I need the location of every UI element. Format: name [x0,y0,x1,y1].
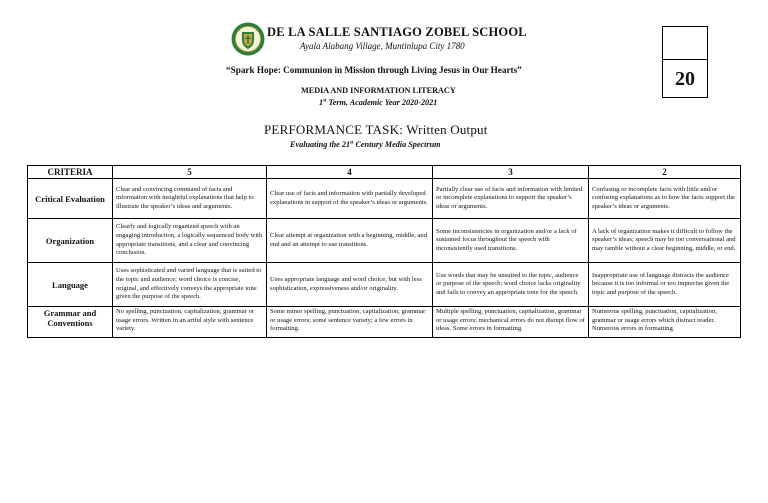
course-title: MEDIA AND INFORMATION LITERACY [301,86,456,95]
descriptor-cell: Numerous spelling, punctuation, capitalization, grammar or usage errors which distract reader. Numerous errors in formatting. [589,307,741,338]
school-name: DE LA SALLE SANTIAGO ZOBEL SCHOOL [267,25,527,39]
total-score: 20 [675,68,695,90]
descriptor-cell: Clear attempt at organization with a beginning, middle, and end and an attempt to use transitions. [267,219,433,263]
descriptor-cell: Some minor spelling, punctuation, capitalization, grammar or usage errors; some sentence variety; a few errors in formatting. [267,307,433,338]
criterion-grammar-conventions: Grammar and Conventions [28,307,113,338]
table-row [28,219,741,263]
header-criteria: CRITERIA [28,166,113,179]
descriptor-cell: Some inconsistencies in organization and/or a lack of sustained focus throughout the speech with inconsistently used transitions. [433,219,589,263]
descriptor-cell: No spelling, punctuation, capitalization, grammar or usage errors. Written in an artful style with sentence variety. [113,307,267,338]
school-motto: “Spark Hope: Communion in Mission through Living Jesus in Our Hearts” [226,65,522,75]
descriptor-cell: Uses appropriate language and word choice, but with less sophistication, expressiveness and/or originality. [267,263,433,307]
header-score-5: 5 [113,166,267,179]
subtitle-start: Evaluating the 21 [290,140,351,149]
rubric-table [27,165,741,338]
descriptor-cell: Clearly and logically organized speech with an engaging introduction, a logically sequenced body with appropriate transitions, and a clear and convincing conclusion. [113,219,267,263]
score-box [662,26,708,98]
school-address: Ayala Alabang Village, Muntinlupa City 1780 [300,41,465,51]
table-row [28,263,741,307]
header-score-2: 2 [589,166,741,179]
term-ordinal: st [323,98,327,104]
descriptor-cell: Inappropriate use of language distracts the audience because it is too informal or too imprecise given the topic and purpose of the speech. [589,263,741,307]
descriptor-cell: Multiple spelling, punctuation, capitalization, grammar or usage errors; mechanical errors do not disrupt flow of ideas. Some errors in formatting. [433,307,589,338]
criterion-language: Language [28,263,113,307]
table-row [28,307,741,338]
task-title: PERFORMANCE TASK: Written Output [264,122,488,137]
task-subtitle [290,140,441,149]
descriptor-cell: Use words that may be unsuited to the topic, audience or purpose of the speech; word choice lacks originality and fails to convey an appropriate tone for the speech. [433,263,589,307]
rubric-header-row [28,166,741,179]
descriptor-cell: Clear use of facts and information with partially developed explanations in support of the speaker’s ideas or arguments. [267,179,433,219]
header-score-4: 4 [267,166,433,179]
descriptor-cell: Partially clear use of facts and information with limited or incomplete explanations to support the speaker’s ideas or arguments. [433,179,589,219]
descriptor-cell: A lack of organization makes it difficult to follow the speaker’s ideas; speech may be too conversational and may ramble without a clear beginning, middle, or end. [589,219,741,263]
term-number: 1 [319,98,324,107]
school-seal-icon [231,22,265,56]
subtitle-ordinal: st [350,140,354,146]
table-row [28,179,741,219]
descriptor-cell: Clear and convincing command of facts and information with insightful explanations that help to illustrate the speaker’s ideas and arguments. [113,179,267,219]
academic-term [319,98,437,107]
descriptor-cell: Uses sophisticated and varied language that is suited to the topic and audience; word choice is concise, original, and effectively conveys the appropriate tone given the purpose of the speech. [113,263,267,307]
score-divider [663,59,707,60]
term-text: Term, Academic Year 2020-2021 [326,98,438,107]
subtitle-end: Century Media Spectrum [353,140,441,149]
criterion-critical-evaluation: Critical Evaluation [28,179,113,219]
criterion-organization: Organization [28,219,113,263]
header-score-3: 3 [433,166,589,179]
descriptor-cell: Confusing or incomplete facts with little and/or confusing explanations as to how the facts support the speaker’s ideas or arguments. [589,179,741,219]
